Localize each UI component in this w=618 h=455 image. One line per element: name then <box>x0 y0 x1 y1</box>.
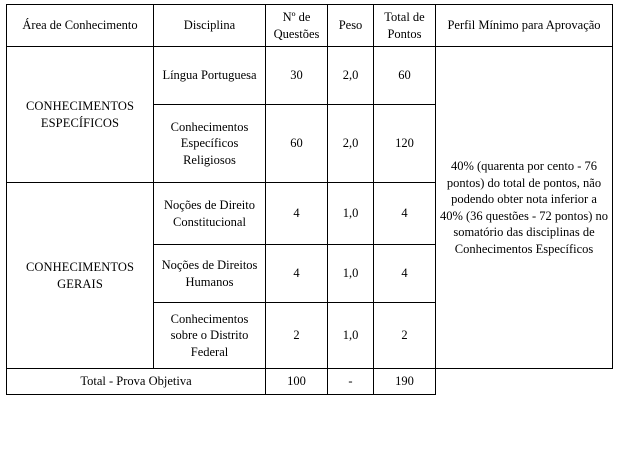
peso-conhecimentos-especificos-religiosos: 2,0 <box>328 105 374 183</box>
total-questoes: 100 <box>266 369 328 395</box>
total-peso: - <box>328 369 374 395</box>
table-total-row <box>7 369 613 395</box>
disciplina-nocoes-direitos-humanos: Noções de Direitos Humanos <box>154 245 266 303</box>
perfil-minimo-text: 40% (quarenta por cento - 76 pontos) do total de pontos, não podendo obter nota inferior a 40% (36 questões - 72 pontos) no somatório das disciplinas de Conhecimentos Específicos <box>436 47 613 369</box>
table-header-row <box>7 5 613 47</box>
pontos-lingua-portuguesa: 60 <box>374 47 436 105</box>
exam-scoring-table <box>6 4 613 395</box>
peso-conhecimentos-distrito-federal: 1,0 <box>328 303 374 369</box>
total-label: Total - Prova Objetiva <box>7 369 266 395</box>
table-row <box>7 47 613 105</box>
total-empty-cell <box>436 369 613 395</box>
pontos-conhecimentos-distrito-federal: 2 <box>374 303 436 369</box>
peso-nocoes-direitos-humanos: 1,0 <box>328 245 374 303</box>
header-questoes: Nº de Questões <box>266 5 328 47</box>
questoes-conhecimentos-distrito-federal: 2 <box>266 303 328 369</box>
peso-nocoes-direito-constitucional: 1,0 <box>328 183 374 245</box>
questoes-lingua-portuguesa: 30 <box>266 47 328 105</box>
header-disciplina: Disciplina <box>154 5 266 47</box>
pontos-conhecimentos-especificos-religiosos: 120 <box>374 105 436 183</box>
disciplina-conhecimentos-distrito-federal: Conhecimentos sobre o Distrito Federal <box>154 303 266 369</box>
disciplina-lingua-portuguesa: Língua Portuguesa <box>154 47 266 105</box>
questoes-nocoes-direito-constitucional: 4 <box>266 183 328 245</box>
header-pontos: Total de Pontos <box>374 5 436 47</box>
header-area: Área de Conhecimento <box>7 5 154 47</box>
header-perfil: Perfil Mínimo para Aprovação <box>436 5 613 47</box>
disciplina-conhecimentos-especificos-religiosos: Conhecimentos Específicos Religiosos <box>154 105 266 183</box>
area-conhecimentos-gerais: CONHECIMENTOS GERAIS <box>7 183 154 369</box>
peso-lingua-portuguesa: 2,0 <box>328 47 374 105</box>
disciplina-nocoes-direito-constitucional: Noções de Direito Constitucional <box>154 183 266 245</box>
area-conhecimentos-especificos: CONHECIMENTOS ESPECÍFICOS <box>7 47 154 183</box>
header-peso: Peso <box>328 5 374 47</box>
pontos-nocoes-direitos-humanos: 4 <box>374 245 436 303</box>
total-pontos: 190 <box>374 369 436 395</box>
questoes-nocoes-direitos-humanos: 4 <box>266 245 328 303</box>
pontos-nocoes-direito-constitucional: 4 <box>374 183 436 245</box>
questoes-conhecimentos-especificos-religiosos: 60 <box>266 105 328 183</box>
